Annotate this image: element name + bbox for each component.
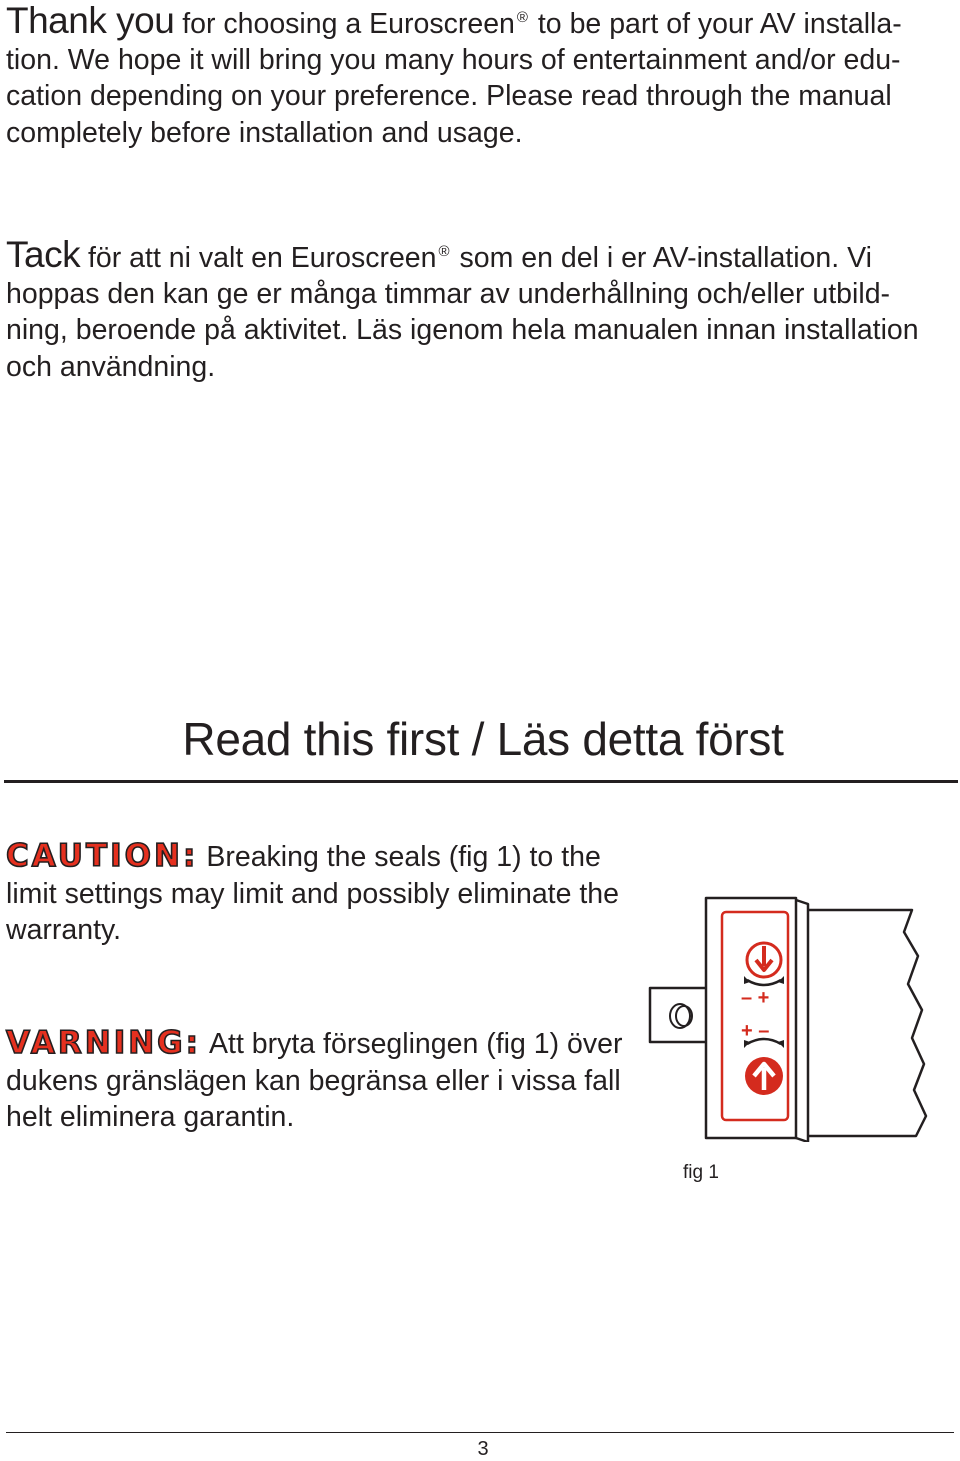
heading-divider [4,780,958,783]
caution-text: Breaking the seals (fig 1) to the limit settings may limit and possibly eliminate the warranty. [6,841,619,946]
registered-mark: ® [438,243,450,260]
intro-english-text-a: for choosing a Euroscreen [182,8,515,40]
top-signs: – + [741,987,770,1009]
page-number: 3 [477,1438,489,1460]
footer-divider [6,1432,954,1433]
varning-label: VARNING: [6,1025,202,1061]
screw-icon [670,1004,692,1028]
caution-notice [6,838,626,949]
registered-mark: ® [516,9,528,26]
varning-notice [6,1025,626,1136]
caution-label: CAUTION: [6,838,199,874]
intro-swedish-lead: Tack [6,234,81,275]
bottom-signs: + – [741,1020,770,1042]
figure-caption: fig 1 [683,1162,719,1183]
intro-english [6,0,946,151]
intro-swedish [6,234,946,385]
limit-switch-illustration [646,892,936,1142]
up-arrow-icon [744,1039,784,1095]
down-arrow-icon [744,943,784,985]
varning-text: Att bryta förseglingen (fig 1) över dukens gränslägen kan begränsa eller i vissa fall helt eliminera garantin. [6,1028,623,1133]
intro-english-text-b: to be part of your AV installa-tion. We hope it will bring you many hours of entertainment and/or edu-cation depending on your preference. Please read through the manual completely before installation and usage. [6,8,902,149]
limit-switch-figure [646,892,936,1142]
section-heading: Read this first / Läs detta först [182,713,784,765]
intro-swedish-text-a: för att ni valt en Euroscreen [88,242,437,274]
intro-english-lead: Thank you [6,0,175,41]
intro-swedish-text-b: som en del i er AV-installation. Vi hoppas den kan ge er många timmar av underhållning och/eller utbild-ning, beroende på aktivitet. Läs igenom hela manualen innan installation och användning. [6,242,919,383]
seal-signs [741,987,769,1042]
